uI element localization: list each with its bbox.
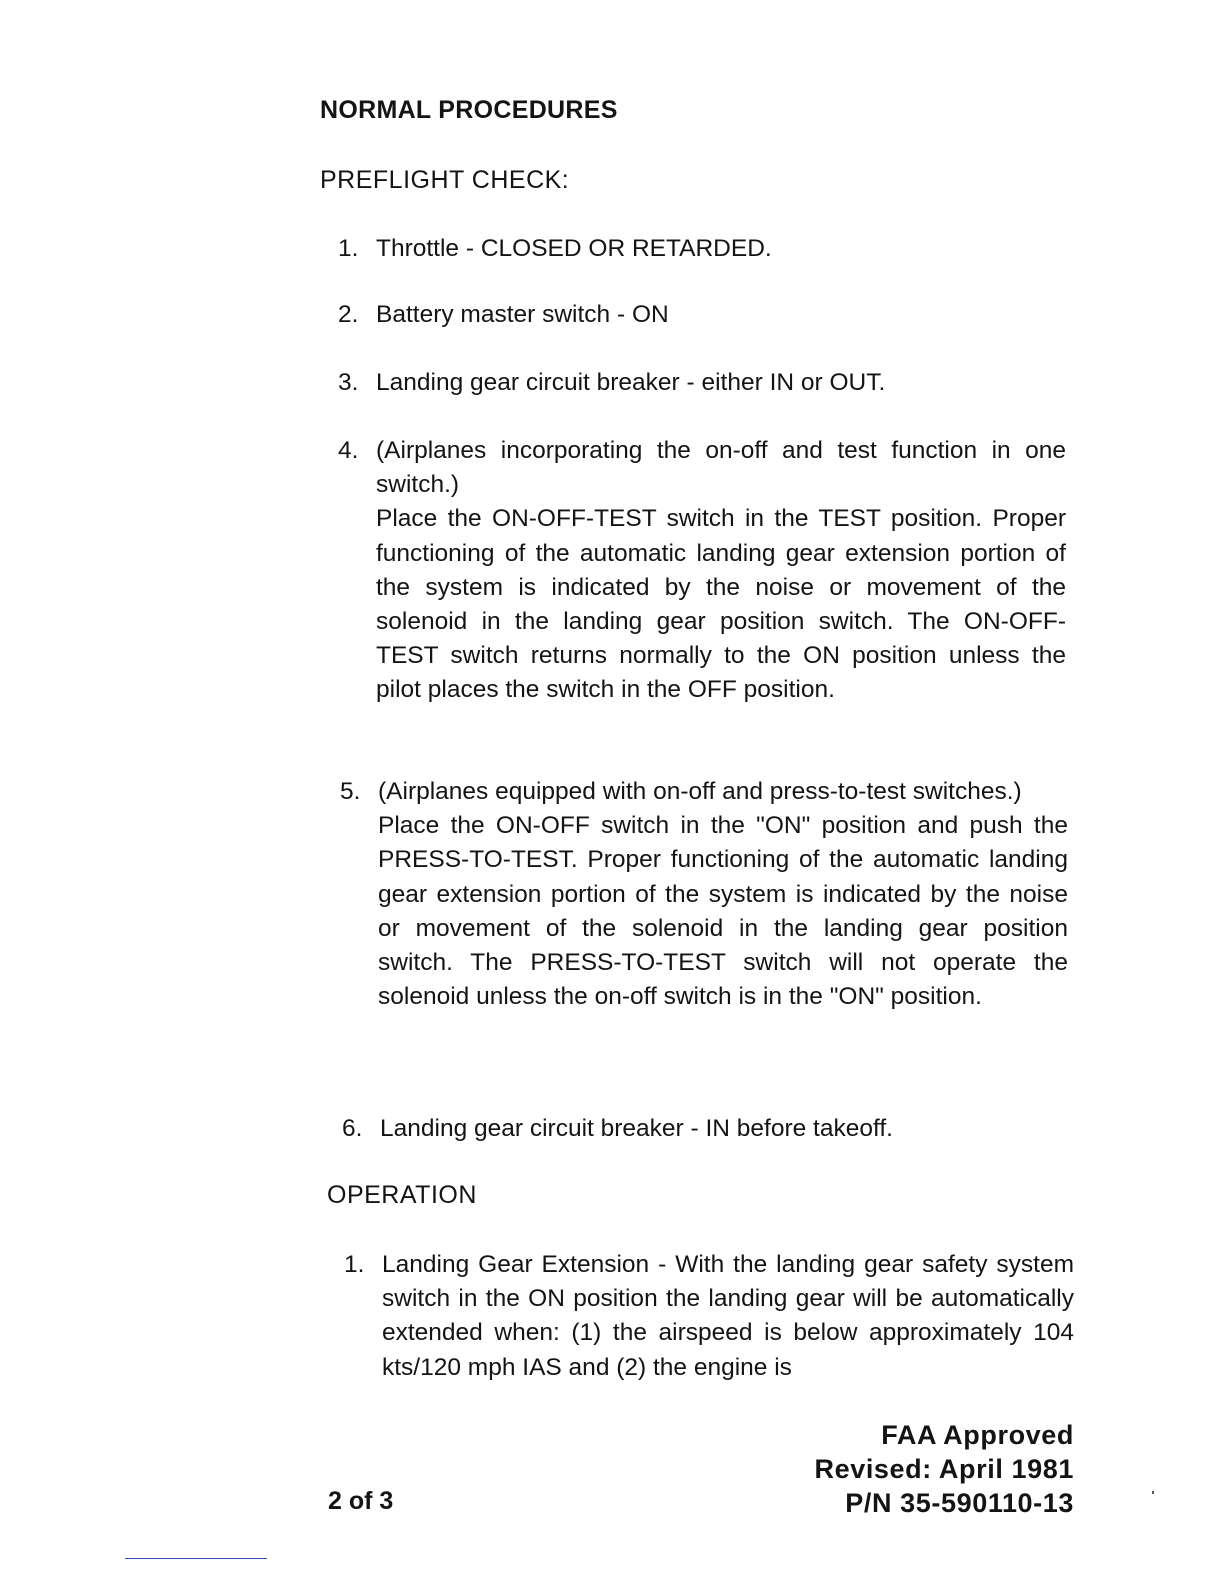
item-body [378, 775, 1068, 1014]
item-text: Place the ON-OFF switch in the "ON" position and push the PRESS-TO-TEST. Proper functioning of the automatic landing gear extension portion of the system is indicated by the noise or movement of the solenoid in the landing gear position switch. The PRESS-TO-TEST switch will not operate the solenoid unless the on-off switch is in the "ON" position. [378, 812, 1068, 1011]
scan-speck [1152, 1491, 1154, 1494]
item-text: Battery master switch - ON [376, 301, 669, 328]
item-number: 4. [338, 437, 359, 464]
item-number: 3. [338, 369, 359, 396]
item-body [376, 434, 1066, 708]
item-intro: (Airplanes equipped with on-off and press-to-test switches.) [378, 778, 1022, 805]
item-text: Place the ON-OFF-TEST switch in the TEST position. Proper functioning of the automatic landing gear extension portion of the system is indicated by the noise or movement of the solenoid in the landing gear position switch. The ON-OFF-TEST switch returns normally to the ON position unless the pilot places the switch in the OFF position. [376, 505, 1066, 704]
part-number: P/N 35-590110-13 [845, 1488, 1074, 1518]
item-number: 6. [342, 1115, 363, 1142]
page-heading: NORMAL PROCEDURES [320, 96, 618, 124]
item-number: 1. [338, 235, 359, 262]
bottom-rule-line [125, 1558, 267, 1559]
approval-block [814, 1418, 1074, 1520]
item-text: Landing Gear Extension - With the landing gear safety system switch in the ON position the landing gear will be automatically extended when: (1) the airspeed is below approximately 104 kts/120 mph IAS and (2) the engine is [382, 1251, 1074, 1381]
item-text: Landing gear circuit breaker - either IN or OUT. [376, 369, 886, 396]
revision-date: Revised: April 1981 [814, 1454, 1074, 1484]
page-number: 2 of 3 [328, 1487, 394, 1515]
item-number: 2. [338, 301, 359, 328]
item-intro: (Airplanes incorporating the on-off and test function in one switch.) [376, 437, 1066, 499]
item-text: Landing gear circuit breaker - IN before takeoff. [380, 1115, 893, 1142]
item-number: 1. [344, 1251, 365, 1278]
preflight-check-label: PREFLIGHT CHECK: [320, 166, 570, 194]
operation-label: OPERATION [327, 1181, 477, 1209]
item-text: Throttle - CLOSED OR RETARDED. [376, 235, 772, 262]
item-number: 5. [340, 778, 361, 805]
faa-approved: FAA Approved [881, 1420, 1074, 1450]
